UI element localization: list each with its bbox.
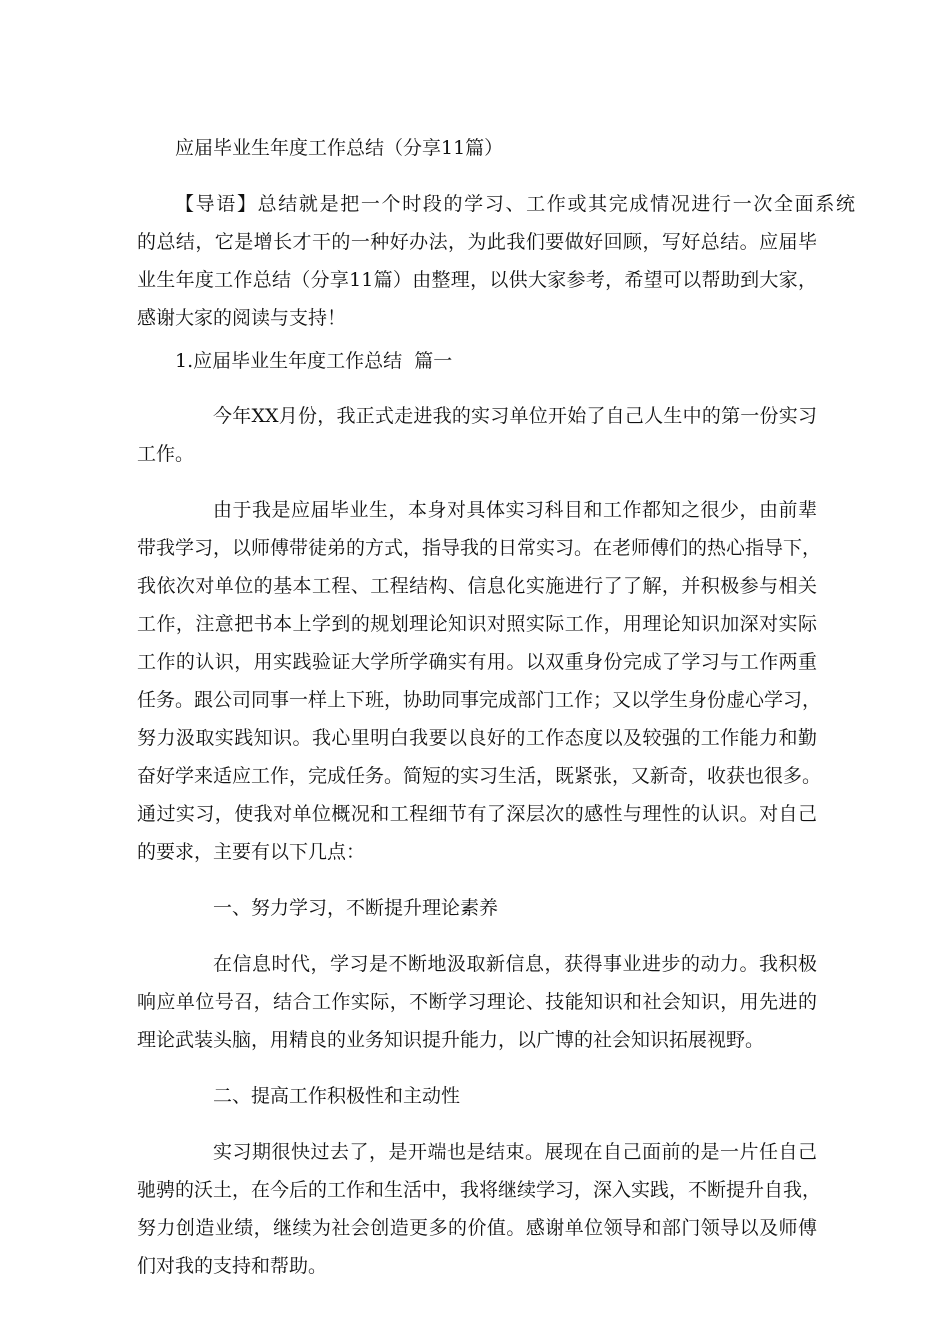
subsection-heading: 二、提高工作积极性和主动性 [213,1085,461,1107]
paragraph-line: 带我学习，以师傅带徒弟的方式，指导我的日常实习。在老师傅们的热心指导下， [137,537,822,559]
paragraph-line: 理论武装头脑，用精良的业务知识提升能力，以广博的社会知识拓展视野。 [137,1029,765,1051]
document-page [137,0,855,1344]
paragraph-line: 努力创造业绩，继续为社会创造更多的价值。感谢单位领导和部门领导以及师傅 [137,1217,817,1239]
paragraph-line: 奋好学来适应工作，完成任务。简短的实习生活，既紧张，又新奇，收获也很多。 [137,765,822,787]
paragraph-line: 由于我是应届毕业生，本身对具体实习科目和工作都知之很少，由前辈 [213,499,817,521]
intro-line: 业生年度工作总结（分享11篇）由整理，以供大家参考，希望可以帮助到大家， [137,269,817,291]
intro-line: 【导语】总结就是把一个时段的学习、工作或其完成情况进行一次全面系统 [175,193,855,215]
paragraph-line: 在信息时代，学习是不断地汲取新信息，获得事业进步的动力。我积极 [213,953,817,975]
paragraph-line: 努力汲取实践知识。我心里明白我要以良好的工作态度以及较强的工作能力和勤 [137,727,817,749]
paragraph-line: 工作。 [137,443,195,465]
document-title: 应届毕业生年度工作总结（分享11篇） [175,137,504,159]
paragraph-line: 工作的认识，用实践验证大学所学确实有用。以双重身份完成了学习与工作两重 [137,651,817,673]
paragraph-line: 实习期很快过去了，是开端也是结束。展现在自己面前的是一片任自己 [213,1141,817,1163]
paragraph-line: 今年XX月份，我正式走进我的实习单位开始了自己人生中的第一份实习 [213,405,817,427]
paragraph-line: 任务。跟公司同事一样上下班，协助同事完成部门工作；又以学生身份虚心学习， [137,689,822,711]
paragraph-line: 响应单位号召，结合工作实际，不断学习理论、技能知识和社会知识，用先进的 [137,991,817,1013]
paragraph-line: 的要求，主要有以下几点： [137,841,366,863]
paragraph-line: 我依次对单位的基本工程、工程结构、信息化实施进行了了解，并积极参与相关 [137,575,817,597]
intro-line: 的总结，它是增长才干的一种好办法，为此我们要做好回顾，写好总结。应届毕 [137,231,817,253]
paragraph-line: 们对我的支持和帮助。 [137,1255,328,1277]
section-heading: 1.应届毕业生年度工作总结 篇一 [175,350,453,372]
paragraph-line: 通过实习，使我对单位概况和工程细节有了深层次的感性与理性的认识。对自己 [137,803,817,825]
paragraph-line: 驰骋的沃土，在今后的工作和生活中，我将继续学习，深入实践，不断提升自我， [137,1179,822,1201]
intro-line: 感谢大家的阅读与支持！ [137,307,347,329]
paragraph-line: 工作，注意把书本上学到的规划理论知识对照实际工作，用理论知识加深对实际 [137,613,817,635]
subsection-heading: 一、努力学习，不断提升理论素养 [213,897,499,919]
